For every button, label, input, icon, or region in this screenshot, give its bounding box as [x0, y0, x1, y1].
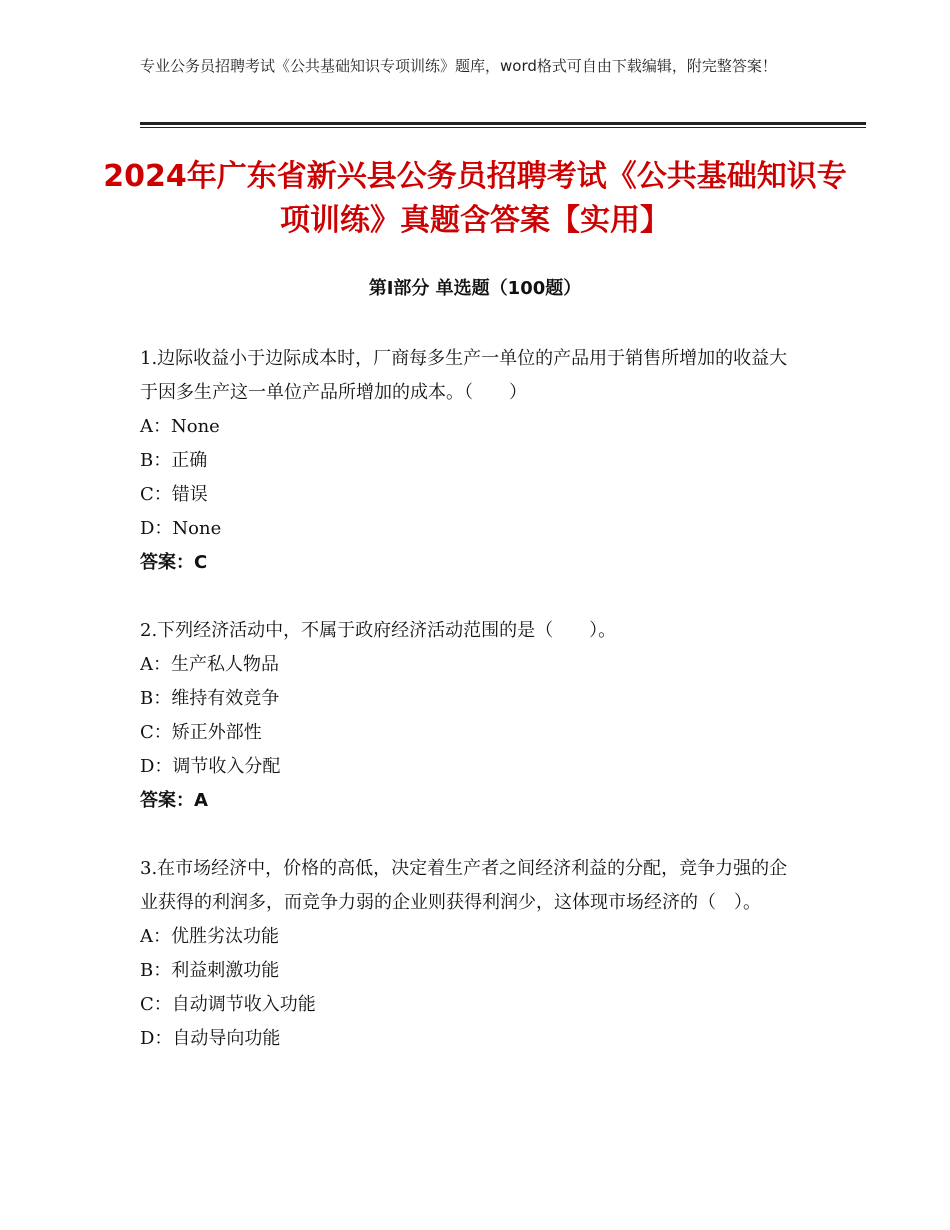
- option-a: A：生产私人物品: [140, 654, 279, 675]
- option-c: C：矫正外部性: [140, 722, 262, 743]
- option-d: D：调节收入分配: [140, 756, 281, 777]
- option-list: [140, 648, 800, 784]
- answer: 答案：C: [140, 552, 208, 573]
- option-b: B：维持有效竞争: [140, 688, 280, 709]
- option-list: [140, 410, 800, 546]
- option-list: [140, 920, 800, 1056]
- section-title: 第Ⅰ部分 单选题（100题）: [368, 278, 582, 299]
- option-a: A：优胜劣汰功能: [140, 926, 279, 947]
- question-3: [140, 852, 800, 1056]
- header-rule-thick: [140, 122, 866, 125]
- question-stem: 2.下列经济活动中，不属于政府经济活动范围的是（ ）。: [140, 620, 617, 641]
- option-c: C：错误: [140, 484, 208, 505]
- question-2: [140, 614, 800, 818]
- header-note: 专业公务员招聘考试《公共基础知识专项训练》题库，word格式可自由下载编辑，附完整答案！: [140, 57, 777, 75]
- option-d: D：None: [140, 518, 222, 539]
- header-rule-thin: [140, 127, 866, 128]
- question-stem: 1.边际收益小于边际成本时，厂商每多生产一单位的产品用于销售所增加的收益大于因多生产这一单位产品所增加的成本。（ ）: [140, 348, 788, 403]
- option-b: B：利益刺激功能: [140, 960, 280, 981]
- option-b: B：正确: [140, 450, 208, 471]
- question-stem: 3.在市场经济中，价格的高低，决定着生产者之间经济利益的分配，竞争力强的企业获得的利润多，而竞争力弱的企业则获得利润少，这体现市场经济的（ ）。: [140, 858, 788, 913]
- option-a: A：None: [140, 416, 220, 437]
- option-c: C：自动调节收入功能: [140, 994, 316, 1015]
- question-list: [140, 342, 800, 1090]
- answer: 答案：A: [140, 790, 208, 811]
- document-title: 2024年广东省新兴县公务员招聘考试《公共基础知识专项训练》真题含答案【实用】: [103, 159, 847, 238]
- option-d: D：自动导向功能: [140, 1028, 281, 1049]
- question-1: [140, 342, 800, 580]
